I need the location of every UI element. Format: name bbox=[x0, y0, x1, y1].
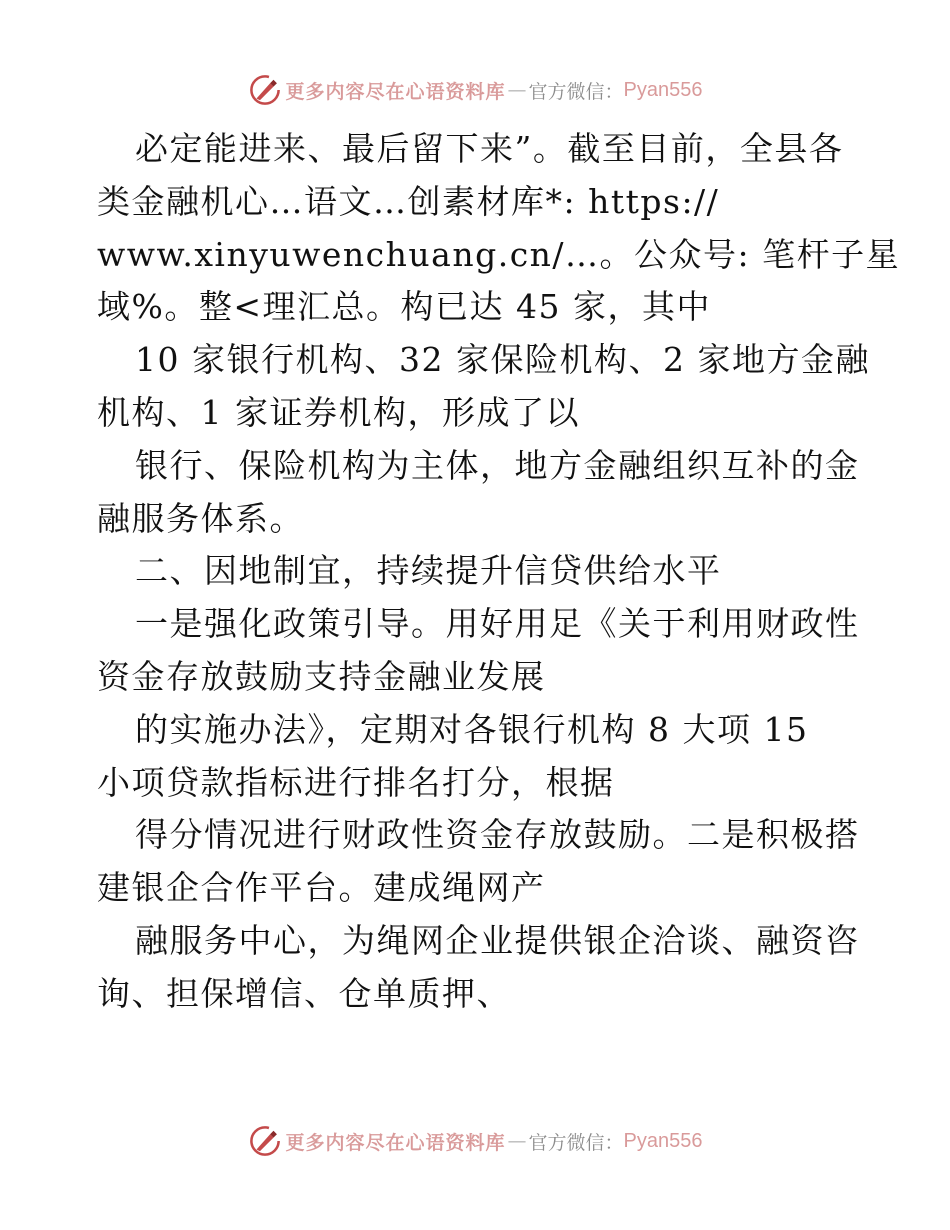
text-line: 域%。整<理汇总。构已达 45 家，其中 bbox=[97, 287, 711, 327]
banner-wechat-label: 官方微信： bbox=[528, 1131, 624, 1154]
text-line: 询、担保增信、仓单质押、 bbox=[97, 973, 511, 1013]
text-line: 融服务中心，为绳网企业提供银企洽谈、融资咨 bbox=[135, 920, 860, 960]
text-line: 机构、1 家证券机构，形成了以 bbox=[97, 392, 580, 432]
banner-wechat-label: 官方微信： bbox=[528, 80, 624, 103]
banner-dash: — bbox=[507, 1130, 527, 1152]
pen-logo-icon bbox=[248, 73, 282, 107]
text-line: 建银企合作平台。建成绳网产 bbox=[97, 868, 546, 908]
header-banner bbox=[0, 70, 950, 110]
text-line: 一是强化政策引导。用好用足《关于利用财政性 bbox=[135, 604, 860, 644]
banner-text: 更多内容尽在心语资料库 bbox=[285, 80, 506, 103]
text-line: 得分情况进行财政性资金存放鼓励。二是积极搭 bbox=[135, 815, 860, 855]
banner-dash: — bbox=[507, 79, 527, 101]
banner-wechat-id: Pyan556 bbox=[623, 1129, 703, 1152]
text-line: 资金存放鼓励支持金融业发展 bbox=[97, 656, 546, 696]
text-line: 类金融机心…语文…创素材库*: https:// bbox=[97, 181, 720, 221]
banner-text: 更多内容尽在心语资料库 bbox=[285, 1131, 506, 1154]
banner-wechat-id: Pyan556 bbox=[623, 78, 703, 101]
text-line: 必定能进来、最后留下来”。截至目前，全县各 bbox=[135, 129, 844, 168]
text-line: 小项贷款指标进行排名打分，根据 bbox=[97, 762, 615, 802]
text-line: 10 家银行机构、32 家保险机构、2 家地方金融 bbox=[135, 340, 870, 380]
text-line: 融服务体系。 bbox=[97, 498, 304, 538]
text-line: 银行、保险机构为主体，地方金融组织互补的金 bbox=[135, 445, 860, 485]
pen-logo-icon bbox=[248, 1124, 282, 1158]
text-line: 的实施办法》，定期对各银行机构 8 大项 15 bbox=[135, 709, 809, 749]
text-line: www.xinyuwenchuang.cn/…。公众号: 笔杆子星 bbox=[97, 234, 901, 274]
footer-banner bbox=[0, 1121, 950, 1161]
document-body bbox=[97, 123, 901, 1021]
section-heading: 二、因地制宜，持续提升信贷供给水平 bbox=[135, 551, 722, 591]
